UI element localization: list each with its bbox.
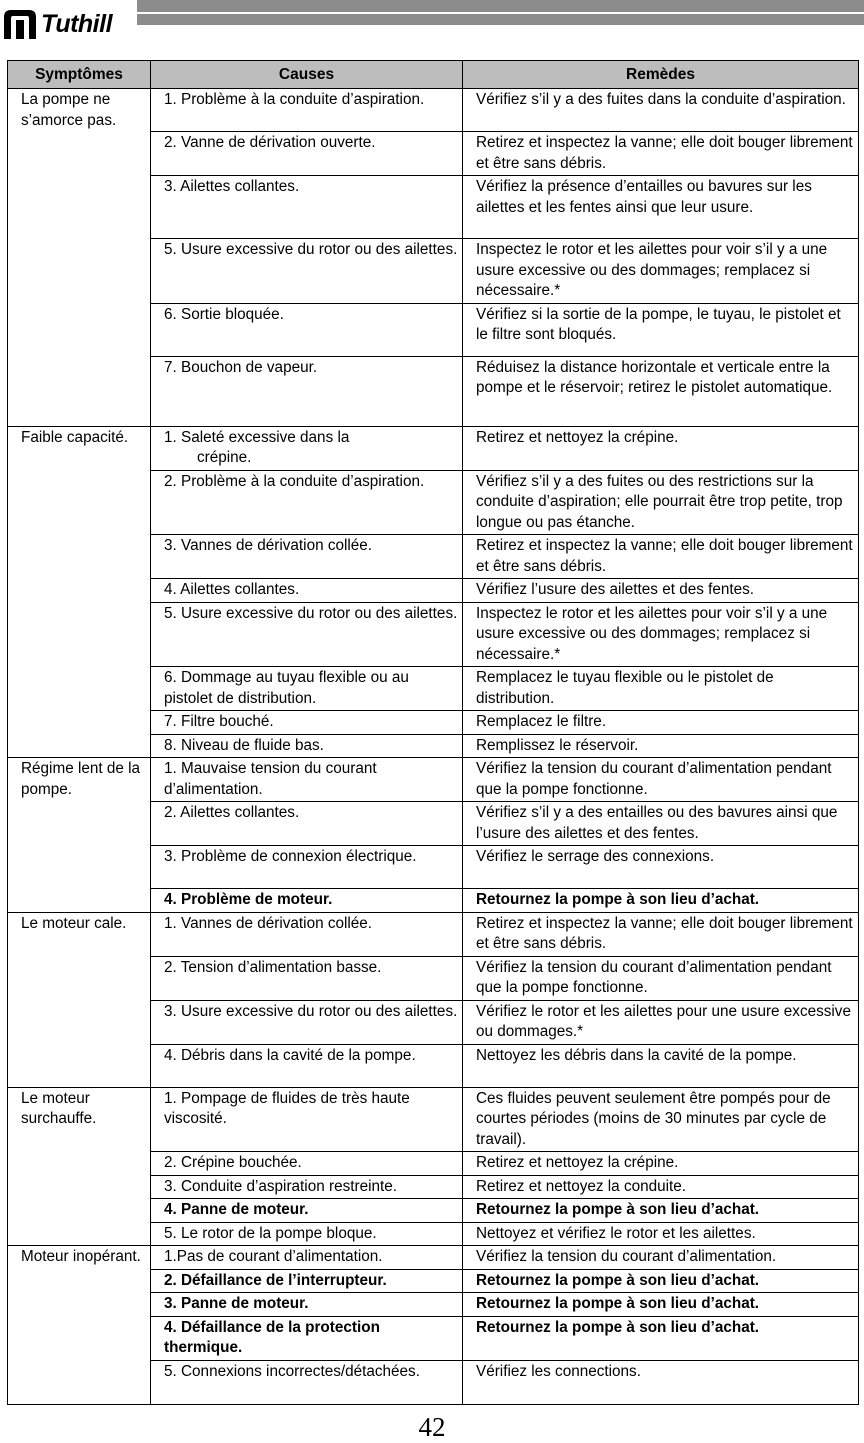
cause-cell: 5. Usure excessive du rotor ou des ailettes.	[151, 239, 463, 304]
cause-cell: 4. Débris dans la cavité de la pompe.	[151, 1044, 463, 1087]
remedy-cell: Vérifiez la tension du courant d’alimentation pendant que la pompe fonctionne.	[463, 956, 859, 1000]
cause-cell: 3. Ailettes collantes.	[151, 176, 463, 239]
cause-cell: 5. Usure excessive du rotor ou des ailettes.	[151, 602, 463, 667]
table-row	[8, 1246, 859, 1270]
cause-cell: 2. Crépine bouchée.	[151, 1152, 463, 1176]
cause-cell: 4. Panne de moteur.	[151, 1199, 463, 1223]
remedy-cell: Vérifiez l’usure des ailettes et des fentes.	[463, 579, 859, 603]
remedy-cell: Inspectez le rotor et les ailettes pour voir s’il y a une usure excessive ou des dommages; remplacez si nécessaire.*	[463, 239, 859, 304]
cause-cell: 5. Connexions incorrectes/détachées.	[151, 1360, 463, 1404]
brand-name: Tuthill	[41, 9, 113, 38]
remedy-cell: Vérifiez si la sortie de la pompe, le tuyau, le pistolet et le filtre sont bloqués.	[463, 303, 859, 356]
cause-cell: 1. Pompage de fluides de très haute viscosité.	[151, 1087, 463, 1152]
remedy-cell: Inspectez le rotor et les ailettes pour voir s’il y a une usure excessive ou des dommages; remplacez si nécessaire.*	[463, 602, 859, 667]
remedy-cell: Vérifiez la tension du courant d’alimentation.	[463, 1246, 859, 1270]
remedy-cell: Réduisez la distance horizontale et verticale entre la pompe et le réservoir; retirez le pistolet automatique.	[463, 356, 859, 426]
cause-cell: 3. Conduite d’aspiration restreinte.	[151, 1175, 463, 1199]
header-remedies: Remèdes	[463, 61, 859, 89]
remedy-cell: Retournez la pompe à son lieu d’achat.	[463, 1293, 859, 1317]
remedy-cell: Retirez et nettoyez la crépine.	[463, 426, 859, 470]
brand-logo	[2, 6, 112, 42]
symptom-cell: Régime lent de la pompe.	[8, 758, 151, 913]
symptom-cell: Moteur inopérant.	[8, 1246, 151, 1405]
symptom-cell: La pompe ne s’amorce pas.	[8, 89, 151, 427]
cause-cell: 3. Usure excessive du rotor ou des ailettes.	[151, 1000, 463, 1044]
remedy-cell: Retirez et nettoyez la crépine.	[463, 1152, 859, 1176]
remedy-cell: Retournez la pompe à son lieu d’achat.	[463, 1316, 859, 1360]
remedy-cell: Nettoyez les débris dans la cavité de la pompe.	[463, 1044, 859, 1087]
table-row	[8, 912, 859, 956]
cause-cell: 4. Ailettes collantes.	[151, 579, 463, 603]
tuthill-logo-icon	[2, 7, 38, 41]
remedy-cell: Vérifiez la tension du courant d’alimentation pendant que la pompe fonctionne.	[463, 758, 859, 802]
cause-line: 1. Saleté excessive dans la	[164, 428, 350, 446]
cause-cell: 6. Sortie bloquée.	[151, 303, 463, 356]
remedy-cell: Ces fluides peuvent seulement être pompés pour de courtes périodes (moins de 30 minutes par cycle de travail).	[463, 1087, 859, 1152]
symptom-cell: Faible capacité.	[8, 426, 151, 758]
page-number: 42	[418, 1412, 446, 1442]
remedy-cell: Retournez la pompe à son lieu d’achat.	[463, 889, 859, 913]
remedy-cell: Vérifiez la présence d’entailles ou bavures sur les ailettes et les fentes ainsi que leur usure.	[463, 176, 859, 239]
header-bars	[137, 0, 864, 26]
cause-cell: 8. Niveau de fluide bas.	[151, 734, 463, 758]
symptom-cell: Le moteur cale.	[8, 912, 151, 1087]
cause-cell: 4. Défaillance de la protection thermique.	[151, 1316, 463, 1360]
table-header-row	[8, 61, 859, 89]
page-header	[0, 0, 864, 50]
header-causes: Causes	[151, 61, 463, 89]
header-bar-bottom	[137, 14, 864, 25]
cause-cell: 1. Vannes de dérivation collée.	[151, 912, 463, 956]
remedy-cell: Nettoyez et vérifiez le rotor et les ailettes.	[463, 1222, 859, 1246]
cause-cell: 2. Ailettes collantes.	[151, 802, 463, 846]
cause-cell: 3. Vannes de dérivation collée.	[151, 535, 463, 579]
cause-cell	[151, 426, 463, 470]
remedy-cell: Vérifiez s’il y a des fuites ou des restrictions sur la conduite d’aspiration; elle pourrait être trop petite, trop longue ou pas étanche.	[463, 470, 859, 535]
header-bar-top	[137, 0, 864, 12]
remedy-cell: Vérifiez les connections.	[463, 1360, 859, 1404]
remedy-cell: Vérifiez le rotor et les ailettes pour une usure excessive ou dommages.*	[463, 1000, 859, 1044]
cause-line-cont: crépine.	[197, 449, 252, 466]
symptom-cell: Le moteur surchauffe.	[8, 1087, 151, 1246]
remedy-cell: Retournez la pompe à son lieu d’achat.	[463, 1199, 859, 1223]
remedy-cell: Vérifiez s’il y a des fuites dans la conduite d’aspiration.	[463, 89, 859, 132]
remedy-cell: Retirez et inspectez la vanne; elle doit bouger librement et être sans débris.	[463, 132, 859, 176]
table-row	[8, 426, 859, 470]
cause-cell: 7. Filtre bouché.	[151, 711, 463, 735]
remedy-cell: Remplacez le tuyau flexible ou le pistolet de distribution.	[463, 667, 859, 711]
cause-cell: 3. Panne de moteur.	[151, 1293, 463, 1317]
troubleshooting-table	[7, 60, 859, 1405]
remedy-cell: Retirez et nettoyez la conduite.	[463, 1175, 859, 1199]
remedy-cell: Retirez et inspectez la vanne; elle doit bouger librement et être sans débris.	[463, 912, 859, 956]
remedy-cell: Vérifiez s’il y a des entailles ou des bavures ainsi que l’usure des ailettes et des fentes.	[463, 802, 859, 846]
remedy-cell: Retirez et inspectez la vanne; elle doit bouger librement et être sans débris.	[463, 535, 859, 579]
cause-cell: 2. Problème à la conduite d’aspiration.	[151, 470, 463, 535]
remedy-cell: Retournez la pompe à son lieu d’achat.	[463, 1269, 859, 1293]
cause-cell: 1.Pas de courant d’alimentation.	[151, 1246, 463, 1270]
cause-cell: 6. Dommage au tuyau flexible ou au pistolet de distribution.	[151, 667, 463, 711]
header-symptoms: Symptômes	[8, 61, 151, 89]
cause-cell: 2. Vanne de dérivation ouverte.	[151, 132, 463, 176]
cause-cell: 5. Le rotor de la pompe bloque.	[151, 1222, 463, 1246]
remedy-cell: Remplissez le réservoir.	[463, 734, 859, 758]
cause-cell: 2. Défaillance de l’interrupteur.	[151, 1269, 463, 1293]
cause-cell: 1. Mauvaise tension du courant d’alimentation.	[151, 758, 463, 802]
table-row	[8, 1087, 859, 1152]
table-row	[8, 758, 859, 802]
table-row	[8, 89, 859, 132]
remedy-cell: Remplacez le filtre.	[463, 711, 859, 735]
remedy-cell: Vérifiez le serrage des connexions.	[463, 846, 859, 889]
cause-cell: 3. Problème de connexion électrique.	[151, 846, 463, 889]
cause-cell: 4. Problème de moteur.	[151, 889, 463, 913]
cause-cell: 1. Problème à la conduite d’aspiration.	[151, 89, 463, 132]
cause-cell: 2. Tension d’alimentation basse.	[151, 956, 463, 1000]
cause-cell: 7. Bouchon de vapeur.	[151, 356, 463, 426]
